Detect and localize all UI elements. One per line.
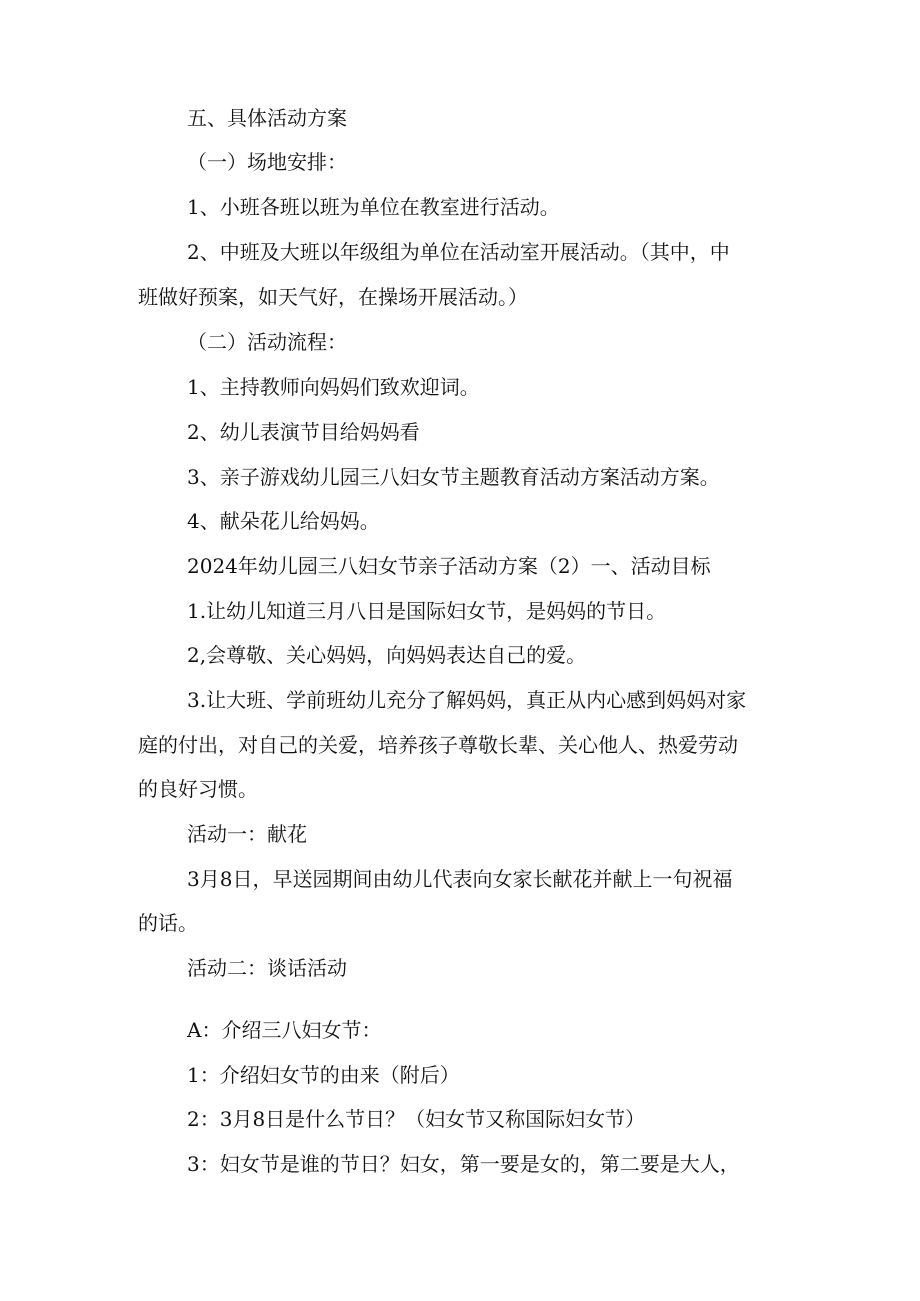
subsection-heading: （二）活动流程： bbox=[187, 330, 347, 354]
paragraph-line: 3月8日，早送园期间由幼儿代表向女家长献花并献上一句祝福 bbox=[187, 867, 733, 891]
paragraph-line: A：介绍三八妇女节： bbox=[187, 1018, 382, 1042]
paragraph-line: 庭的付出，对自己的关爱，培养孩子尊敬长辈、关心他人、热爱劳动 bbox=[138, 733, 738, 757]
paragraph-line: 1：介绍妇女节的由来（附后） bbox=[187, 1063, 460, 1087]
paragraph-line: 的良好习惯。 bbox=[138, 777, 258, 801]
activity-heading: 活动二：谈话活动 bbox=[187, 956, 347, 980]
paragraph-line: 班做好预案，如天气好，在操场开展活动。） bbox=[138, 285, 528, 309]
paragraph-line: 4、献朵花儿给妈妈。 bbox=[187, 509, 380, 533]
paragraph-line: 3：妇女节是谁的节日？妇女，第一要是女的，第二要是大人， bbox=[187, 1152, 740, 1176]
subsection-heading: （一）场地安排： bbox=[187, 150, 347, 174]
paragraph-line: 的话。 bbox=[138, 911, 198, 935]
paragraph-line: 1.让幼儿知道三月八日是国际妇女节，是妈妈的节日。 bbox=[187, 599, 667, 623]
activity-heading: 活动一：献花 bbox=[187, 822, 307, 846]
paragraph-line: 3.让大班、学前班幼儿充分了解妈妈，真正从内心感到妈妈对家 bbox=[187, 688, 747, 712]
paragraph-line: 3、亲子游戏幼儿园三八妇女节主题教育活动方案活动方案。 bbox=[187, 465, 720, 489]
section-heading: 五、具体活动方案 bbox=[187, 106, 347, 130]
document-title-line: 2024年幼儿园三八妇女节亲子活动方案（2）一、活动目标 bbox=[187, 554, 711, 578]
paragraph-line: 2：3月8日是什么节日？（妇女节又称国际妇女节） bbox=[187, 1107, 646, 1131]
paragraph-line: 2、幼儿表演节目给妈妈看 bbox=[187, 420, 420, 444]
paragraph-line: 2、中班及大班以年级组为单位在活动室开展活动。（其中，中 bbox=[187, 240, 730, 264]
paragraph-line: 1、主持教师向妈妈们致欢迎词。 bbox=[187, 375, 480, 399]
paragraph-line: 2,会尊敬、关心妈妈，向妈妈表达自己的爱。 bbox=[187, 643, 587, 667]
paragraph-line: 1、小班各班以班为单位在教室进行活动。 bbox=[187, 195, 560, 219]
